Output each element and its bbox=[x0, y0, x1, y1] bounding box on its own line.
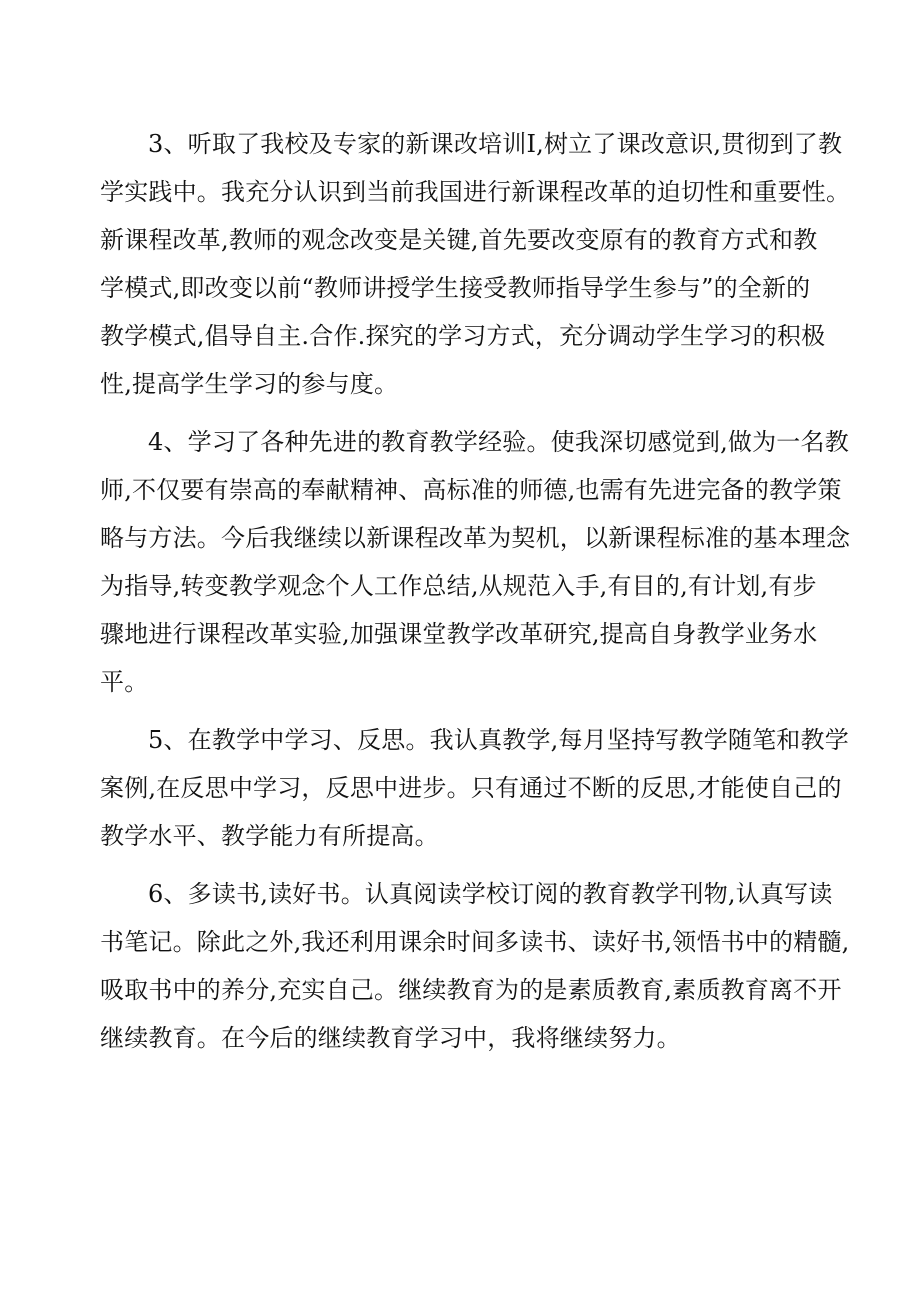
paragraph-line: 师,不仅要有崇高的奉献精神、高标准的师德,也需有先进完备的教学策 bbox=[100, 476, 842, 504]
paragraph-6 bbox=[100, 870, 850, 1062]
document-body bbox=[100, 120, 851, 1072]
paragraph-line: 学实践中。我充分认识到当前我国进行新课程改革的迫切性和重要性。 bbox=[100, 178, 851, 206]
paragraph-line: 案例,在反思中学习，反思中进步。只有通过不断的反思,才能使自己的 bbox=[100, 774, 842, 802]
paragraph-line: 性,提高学生学习的参与度。 bbox=[100, 370, 399, 398]
paragraph-line: 教学水平、教学能力有所提高。 bbox=[100, 822, 439, 850]
paragraph-line: 5、在教学中学习、反思。我认真教学,每月坚持写教学随笔和教学 bbox=[148, 726, 849, 754]
paragraph-line: 4、学习了各种先进的教育教学经验。使我深切感觉到,做为一名教 bbox=[148, 428, 849, 456]
paragraph-4 bbox=[100, 418, 851, 706]
paragraph-line: 6、多读书,读好书。认真阅读学校订阅的教育教学刊物,认真写读 bbox=[148, 880, 833, 908]
paragraph-line: 骤地进行课程改革实验,加强课堂教学改革研究,提高自身教学业务水 bbox=[100, 620, 818, 648]
paragraph-5 bbox=[100, 716, 849, 860]
paragraph-3 bbox=[100, 120, 851, 408]
paragraph-line: 新课程改革,教师的观念改变是关键,首先要改变原有的教育方式和教 bbox=[100, 226, 818, 254]
paragraph-line: 3、听取了我校及专家的新课改培训I,树立了课改意识,贯彻到了教 bbox=[148, 130, 843, 158]
paragraph-line: 略与方法。今后我继续以新课程改革为契机，以新课程标准的基本理念 bbox=[100, 524, 851, 552]
paragraph-line: 教学模式,倡导自主.合作.探究的学习方式，充分调动学生学习的积极 bbox=[100, 322, 826, 350]
paragraph-line: 学模式,即改变以前“教师讲授学生接受教师指导学生参与”的全新的 bbox=[100, 274, 811, 302]
paragraph-line: 书笔记。除此之外,我还利用课余时间多读书、读好书,领悟书中的精髓, bbox=[100, 928, 850, 956]
paragraph-line: 继续教育。在今后的继续教育学习中，我将继续努力。 bbox=[100, 1024, 681, 1052]
paragraph-line: 平。 bbox=[100, 668, 149, 696]
paragraph-line: 吸取书中的养分,充实自己。继续教育为的是素质教育,素质教育离不开 bbox=[100, 976, 842, 1004]
paragraph-line: 为指导,转变教学观念个人工作总结,从规范入手,有目的,有计划,有步 bbox=[100, 572, 817, 600]
